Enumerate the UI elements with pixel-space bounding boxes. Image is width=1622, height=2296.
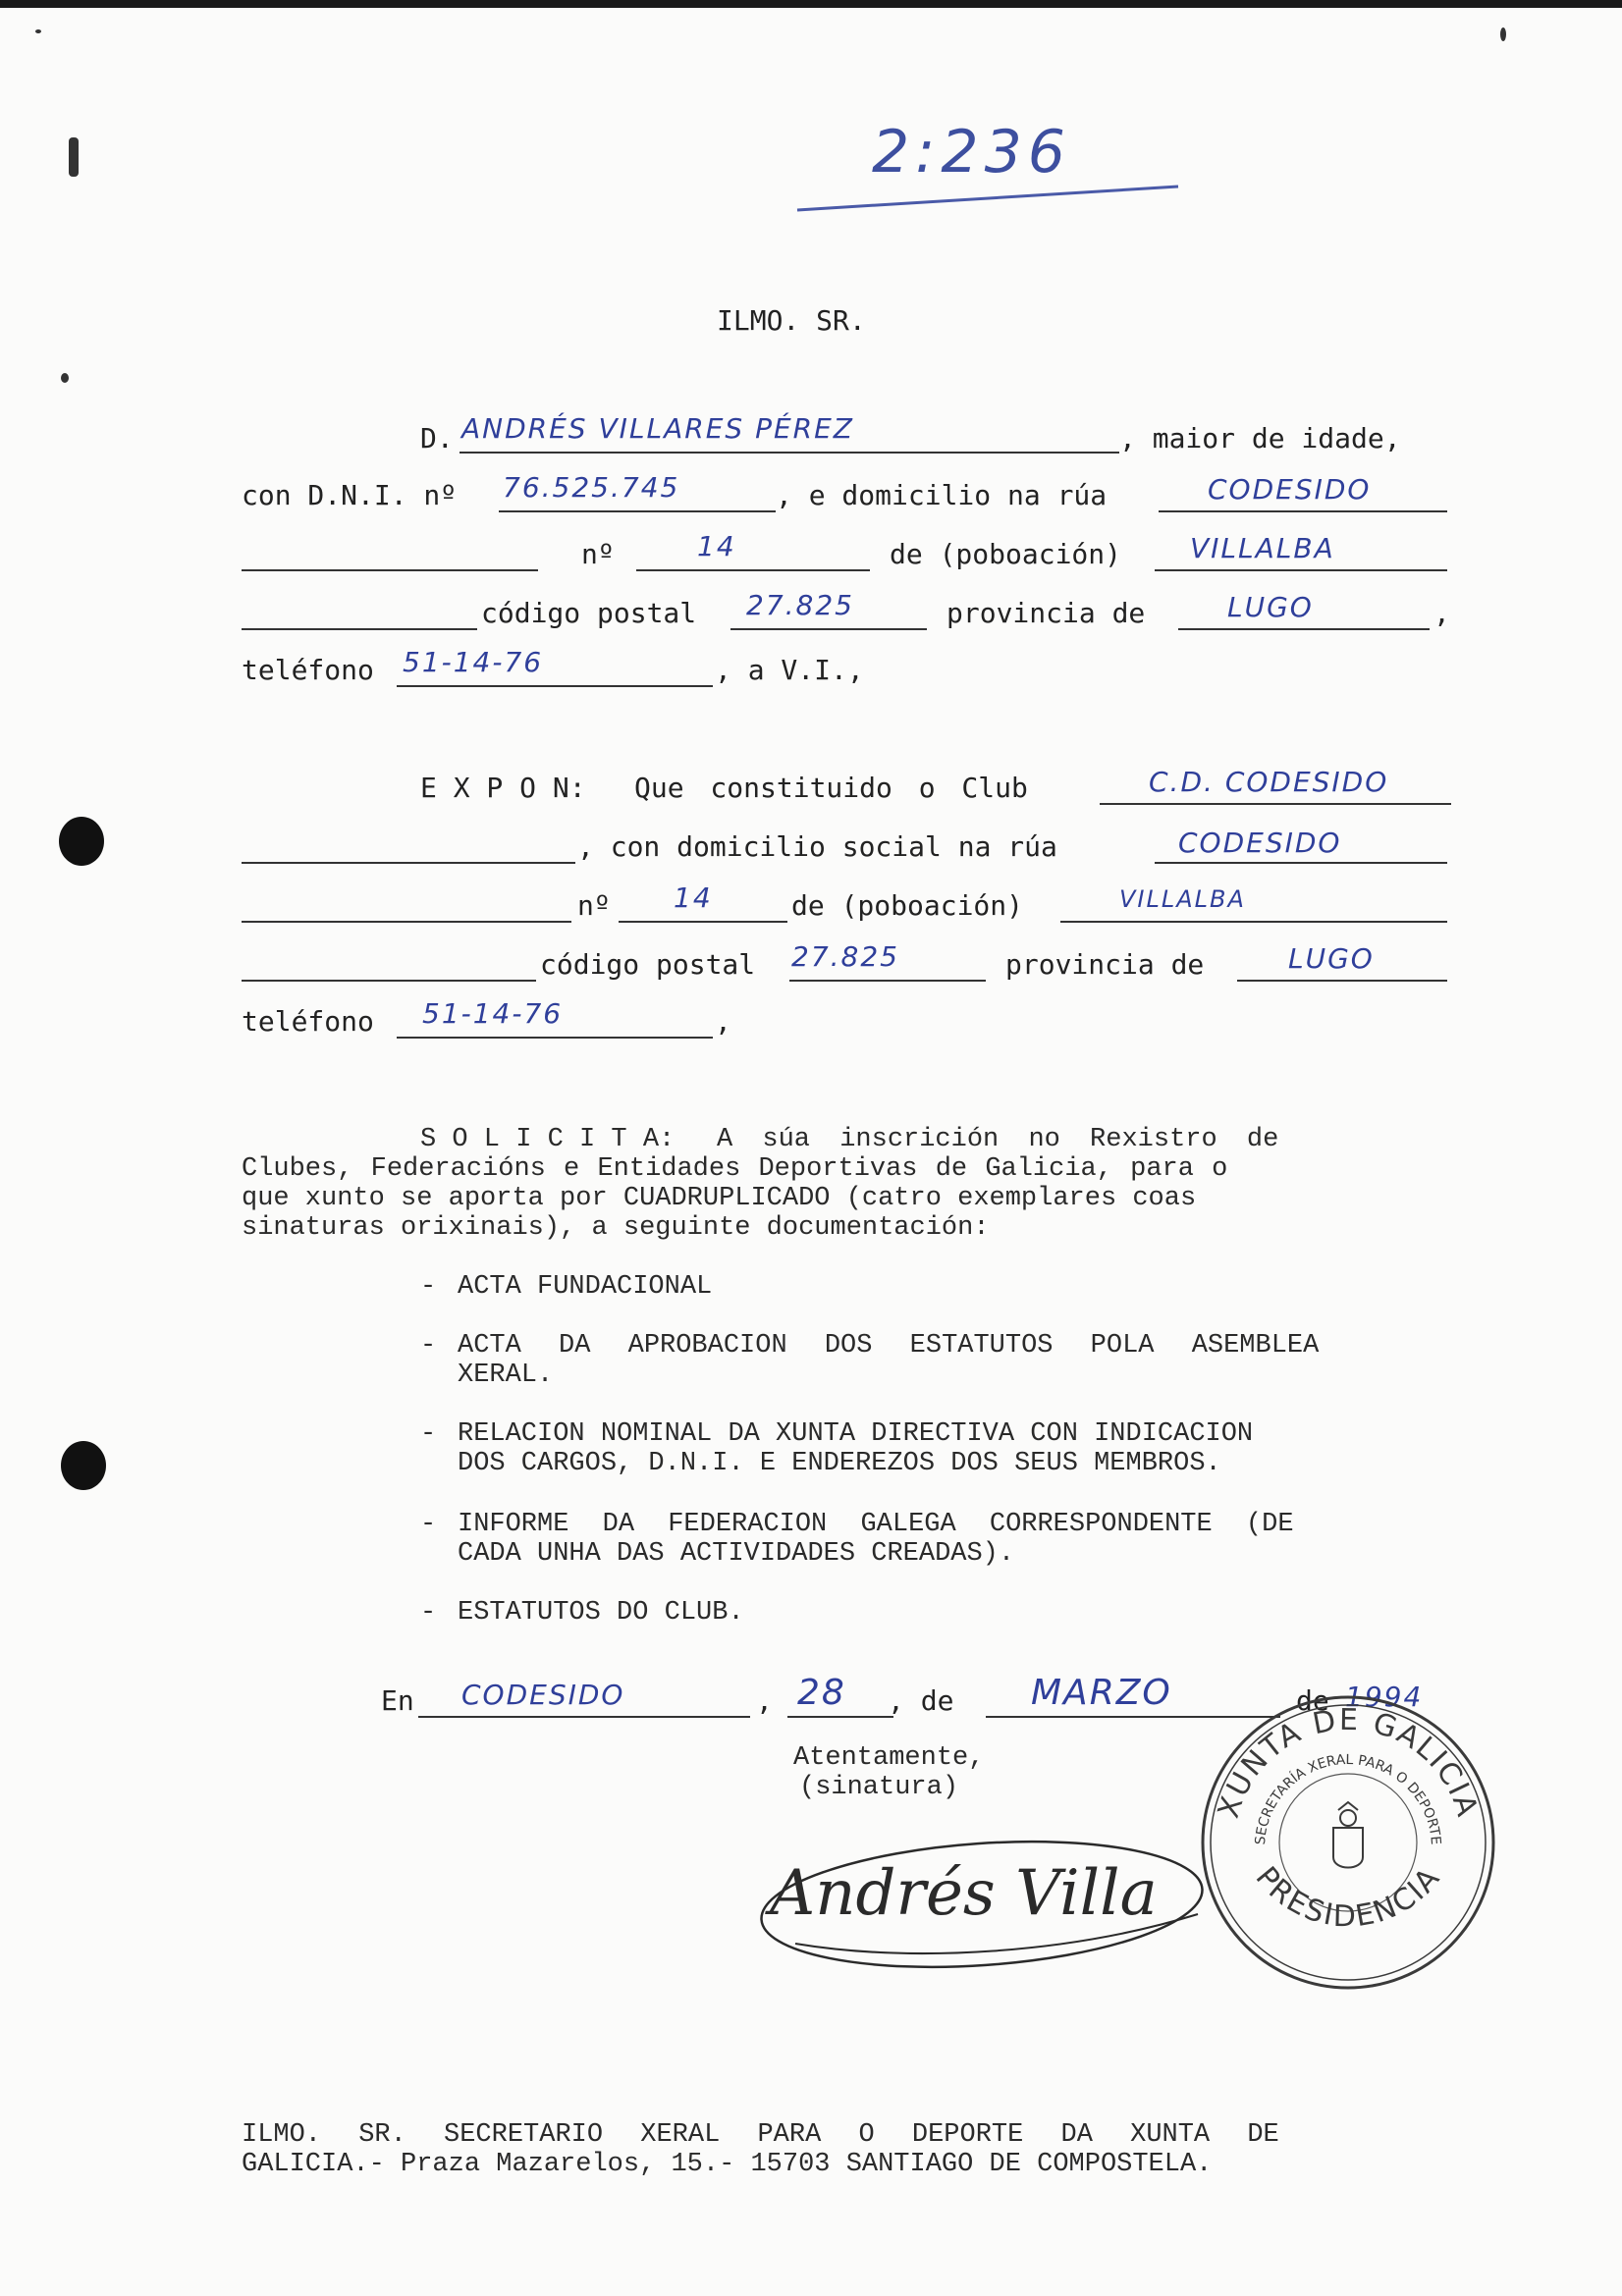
field-line-phone	[397, 685, 713, 687]
punch-hole-bottom	[61, 1441, 106, 1490]
label-social: , con domicilio social na rúa	[577, 830, 1057, 863]
punct-comma: ,	[756, 1684, 773, 1717]
label-province: provincia de	[946, 597, 1146, 629]
punct-comma: ,	[715, 1005, 731, 1038]
text-expon-intro: Que constituido o Club	[634, 772, 1028, 804]
handwritten-signature	[756, 1796, 1217, 1973]
label-club-province: provincia de	[1005, 948, 1205, 981]
label-club-number: nº	[577, 889, 611, 922]
field-line-club-postal	[789, 980, 986, 982]
text-solicita-line2: Clubes, Federacións e Entidades Deportivas de Galicia, para o	[242, 1154, 1228, 1184]
label-club-postal: código postal	[540, 948, 756, 981]
field-club-postal-code: 27.825	[791, 940, 899, 973]
field-line-day	[787, 1716, 893, 1718]
field-club-number: 14	[674, 881, 713, 914]
label-club-town: de (poboación)	[791, 889, 1024, 922]
label-de: , de	[888, 1684, 954, 1717]
field-club-name: C.D. CODESIDO	[1149, 766, 1389, 798]
text-solicita-line4: sinaturas orixinais), a seguinte documentación:	[242, 1213, 990, 1243]
field-line-street	[1159, 510, 1447, 512]
field-line-blank	[242, 569, 538, 571]
footer-addressee-line1: ILMO. SR. SECRETARIO XERAL PARA O DEPORTE DA XUNTA DE	[242, 2120, 1279, 2150]
label-prefix: D.	[420, 422, 454, 454]
label-town: de (poboación)	[890, 538, 1122, 570]
scan-speck	[35, 29, 41, 33]
field-town: VILLALBA	[1190, 532, 1335, 564]
svg-text:PRESIDENCIA: PRESIDENCIA	[1248, 1860, 1448, 1935]
field-province: LUGO	[1227, 591, 1314, 623]
field-line-club	[1100, 803, 1451, 805]
ref-underline	[795, 183, 1188, 212]
field-number: 14	[697, 530, 736, 562]
field-club-province: LUGO	[1288, 942, 1375, 975]
punch-hole-top	[59, 817, 104, 866]
scan-border	[0, 0, 1622, 8]
scan-speck	[69, 137, 79, 177]
field-line-club-number	[619, 921, 787, 923]
scan-speck	[61, 373, 69, 383]
label-club-phone: teléfono	[242, 1005, 374, 1038]
field-line-province	[1178, 628, 1430, 630]
field-line-town	[1155, 569, 1447, 571]
field-line-name	[460, 452, 1119, 454]
label-domicilio: , e domicilio na rúa	[776, 479, 1108, 511]
label-a-vi: , a V.I.,	[715, 654, 864, 686]
field-line-number	[636, 569, 870, 571]
svg-text:Andrés Villa: Andrés Villa	[770, 1857, 1158, 1930]
field-club-phone: 51-14-76	[422, 997, 564, 1030]
text-sinatura: (sinatura)	[799, 1773, 959, 1802]
field-club-town: VILLALBA	[1119, 885, 1246, 913]
label-solicita: S O L I C I T A:	[420, 1125, 676, 1154]
scan-speck	[1500, 27, 1506, 41]
field-line-club-town	[1060, 921, 1447, 923]
text-atentamente: Atentamente,	[793, 1743, 985, 1773]
document-page: 2:236 ILMO. SR. D. ANDRÉS VILLARES PÉREZ , maior de idade, con D.N.I. nº 76.525.745 , e domicilio na rúa CODESIDO nº 14 de (poboación) VILLALBA código postal 27.825 provincia de LUGO , teléfono 51-14-76 , a V.I., E X P O N: Que constituido o Club C.D. CODESIDO , con domicilio social na rúa CODESIDO nº 14 de (poboación) VILLALBA código postal 27.825 provincia de LUGO teléfono 51-14-76 , S O L I C I T A: A súa inscrición no Rexistro de Clubes, Federacións e Entidades Deportivas de Galicia, para o que xunto se aporta por CUADRUPLICADO (catro exemplares coas sinaturas orixinais), a seguinte documentación: - ACTA FUNDACIONAL - ACTA DA APROBACION DOS ESTATUTOS POLA ASEMBLEA XERAL. - RELACION NOMINAL DA XUNTA DIRECTIVA CON INDICACION DOS CARGOS, D.N.I. E ENDEREZOS DOS SEUS MEMBROS. - INFORME DA FEDERACION GALEGA CORRESPONDENTE (DE CADA UNHA DAS ACTIVIDADES CREADAS). - ESTATUTOS DO CLUB. En CODESIDO , 28 , de MARZO de 1994 Atentamente, (sinatura) Andrés Villa XUNTA DE GALICIA SECRETARÍA XERAL PARA O DEPORTE PRESIDENCIA ILMO. SR. SECRETARIO XERAL PARA O DEPORTE DA XUNTA DE GALICIA.- Praza Mazarelos, 15.- 15703 SANTIAGO DE COMPOSTELA.	[0, 0, 1622, 2296]
label-expon: E X P O N:	[420, 772, 586, 804]
field-postal-code: 27.825	[746, 589, 854, 621]
field-sign-day: 28	[797, 1673, 846, 1713]
label-postal: código postal	[481, 597, 697, 629]
field-sign-year: 1994	[1345, 1681, 1424, 1713]
field-line-place	[418, 1716, 750, 1718]
salutation-heading: ILMO. SR.	[717, 304, 866, 337]
field-line-blank	[242, 862, 575, 864]
field-line-postal	[730, 628, 927, 630]
official-stamp	[1196, 1681, 1500, 1995]
label-maior-idade: , maior de idade,	[1119, 422, 1401, 454]
label-de-year: de	[1296, 1684, 1329, 1717]
label-dni: con D.N.I. nº	[242, 479, 458, 511]
label-number: nº	[581, 538, 615, 570]
label-en: En	[381, 1684, 414, 1717]
field-phone: 51-14-76	[403, 646, 544, 678]
field-applicant-name: ANDRÉS VILLARES PÉREZ	[461, 412, 854, 445]
svg-text:XUNTA DE GALICIA: XUNTA DE GALICIA	[1212, 1702, 1485, 1823]
handwritten-ref-number: 2:236	[872, 118, 1071, 187]
footer-addressee-line2: GALICIA.- Praza Mazarelos, 15.- 15703 SANTIAGO DE COMPOSTELA.	[242, 2150, 1213, 2179]
field-club-street: CODESIDO	[1178, 827, 1342, 859]
text-solicita-line3: que xunto se aporta por CUADRUPLICADO (catro exemplares coas	[242, 1184, 1197, 1213]
field-sign-place: CODESIDO	[461, 1679, 625, 1711]
coat-of-arms-icon	[1333, 1802, 1363, 1868]
field-line-blank	[242, 980, 536, 982]
field-line-club-street	[1155, 862, 1447, 864]
svg-text:SECRETARÍA XERAL PARA O DEPORT: SECRETARÍA XERAL PARA O DEPORTE	[1252, 1751, 1444, 1845]
punct-comma: ,	[1433, 597, 1450, 629]
field-line-club-phone	[397, 1037, 713, 1039]
field-line-blank	[242, 921, 571, 923]
text-solicita-line1: A súa inscrición no Rexistro de	[717, 1125, 1279, 1154]
field-line-club-province	[1237, 980, 1447, 982]
field-street: CODESIDO	[1208, 473, 1372, 506]
field-sign-month: MARZO	[1031, 1673, 1172, 1713]
field-dni: 76.525.745	[503, 471, 680, 504]
field-line-dni	[499, 510, 776, 512]
label-phone: teléfono	[242, 654, 374, 686]
field-line-blank	[242, 628, 477, 630]
